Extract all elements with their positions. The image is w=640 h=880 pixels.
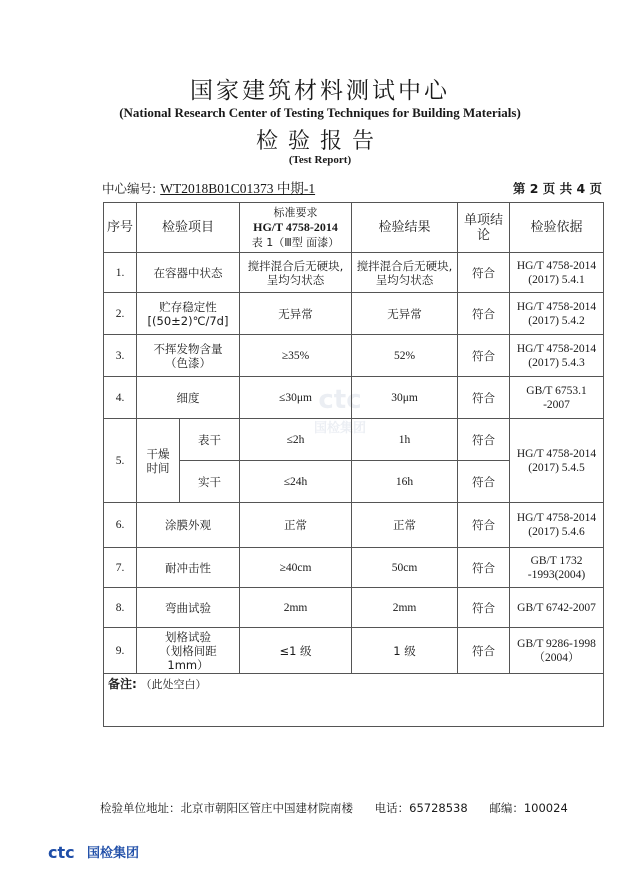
- row-no: 1.: [104, 253, 137, 293]
- row-basis: [510, 503, 604, 548]
- row-item: [137, 335, 240, 377]
- row-no: 9.: [104, 628, 137, 674]
- footer-address: 检验单位地址：北京市朝阳区管庄中国建材院南楼: [100, 801, 353, 815]
- center-number-value: WT2018B01C01373 中期-1: [160, 181, 316, 196]
- row-item-line: 细度: [176, 390, 200, 405]
- row-basis-line: HG/T 4758-2014: [516, 259, 597, 272]
- table-row: [104, 377, 604, 419]
- row-item-group: [137, 419, 180, 503]
- row-item-line: 1mm）: [167, 657, 209, 672]
- row-standard-line: 搅拌混合后无硬块,: [247, 258, 344, 273]
- row-standard-line: ≥35%: [281, 349, 310, 362]
- row-basis: [510, 377, 604, 419]
- row-result: [352, 377, 458, 419]
- row-conclusion: 符合: [458, 503, 510, 548]
- row-result: 16h: [352, 461, 458, 503]
- row-no: 7.: [104, 548, 137, 588]
- row-item-line: 弯曲试验: [165, 600, 211, 615]
- row-basis-line: -2007: [543, 398, 570, 411]
- center-number-label: 中心编号:: [102, 181, 157, 196]
- header-result: 检验结果: [352, 203, 458, 253]
- report-type-cn: 检验报告: [255, 129, 384, 154]
- row-conclusion: 符合: [458, 335, 510, 377]
- header-standard-line2: HG/T 4758-2014: [253, 220, 338, 234]
- row-item: [137, 548, 240, 588]
- row-result-line: 2mm: [392, 601, 417, 614]
- watermark-text: 国检集团: [313, 421, 367, 436]
- row-basis-line: GB/T 6753.1: [526, 384, 587, 397]
- row-item-group-line: 干燥: [146, 446, 170, 461]
- row-sub-item: 表干: [180, 419, 240, 461]
- row-basis-line: HG/T 4758-2014: [516, 512, 597, 524]
- row-basis-line: (2017) 5.4.1: [528, 273, 585, 286]
- row-standard-line: 正常: [284, 518, 308, 532]
- row-result-line: 正常: [393, 518, 417, 532]
- row-basis-line: （2004）: [533, 651, 580, 664]
- row-standard-line: ≥40cm: [279, 561, 312, 574]
- logo-text: 国检集团: [87, 846, 140, 861]
- header-item: 检验项目: [137, 203, 240, 253]
- remark-row: [104, 674, 604, 727]
- row-result-line: 呈均匀状态: [375, 272, 434, 287]
- row-item: [137, 293, 240, 335]
- row-basis: [510, 419, 604, 503]
- remark-cell: [104, 674, 604, 727]
- table-row: [104, 548, 604, 588]
- header-no: 序号: [104, 203, 137, 253]
- row-conclusion: 符合: [458, 588, 510, 628]
- row-result: [352, 628, 458, 674]
- row-conclusion: 符合: [458, 461, 510, 503]
- row-standard: [240, 628, 352, 674]
- report-type-en: (Test Report): [288, 154, 352, 166]
- row-conclusion: 符合: [458, 548, 510, 588]
- row-standard-line: 无异常: [278, 306, 313, 321]
- row-result: [352, 588, 458, 628]
- row-conclusion: 符合: [458, 293, 510, 335]
- row-result: [352, 253, 458, 293]
- test-report-table: [103, 202, 604, 727]
- table-row: [104, 335, 604, 377]
- row-item: [137, 503, 240, 548]
- row-item-line: 划格试验: [165, 629, 211, 644]
- table-row: [104, 503, 604, 548]
- row-conclusion: 符合: [458, 253, 510, 293]
- row-item: [137, 588, 240, 628]
- row-result-line: 30μm: [391, 391, 418, 404]
- row-basis-line: HG/T 4758-2014: [516, 342, 597, 355]
- header-standard: [240, 203, 352, 253]
- row-basis: [510, 548, 604, 588]
- row-result: [352, 503, 458, 548]
- header-basis: 检验依据: [510, 203, 604, 253]
- ctc-logo: [48, 842, 139, 861]
- row-standard-line: 呈均匀状态: [266, 272, 325, 287]
- row-basis: [510, 628, 604, 674]
- row-item-line: （划格间距: [159, 643, 217, 658]
- row-item-line: 不挥发物含量: [153, 341, 223, 356]
- row-result: [352, 548, 458, 588]
- row-no: 3.: [104, 335, 137, 377]
- ctc-logo-icon: [48, 843, 82, 861]
- row-standard: [240, 293, 352, 335]
- header-conclusion: 单项结论: [458, 203, 510, 253]
- row-item: [137, 377, 240, 419]
- table-row: [104, 628, 604, 674]
- report-title-en: (National Research Center of Testing Techniques for Building Materials): [119, 105, 521, 120]
- table-header-row: [104, 203, 604, 253]
- row-item-line: 贮存稳定性: [159, 299, 217, 314]
- row-result-line: 52%: [393, 349, 416, 362]
- row-standard: [240, 548, 352, 588]
- row-result: [352, 293, 458, 335]
- row-basis-line: (2017) 5.4.5: [528, 461, 585, 474]
- row-conclusion: 符合: [458, 377, 510, 419]
- row-basis-line: (2017) 5.4.3: [528, 356, 585, 369]
- row-result-line: 1 级: [393, 643, 416, 658]
- row-result: [352, 335, 458, 377]
- row-basis: [510, 335, 604, 377]
- remark-label: 备注:: [108, 677, 137, 691]
- row-conclusion: 符合: [458, 419, 510, 461]
- row-item-line: 涂膜外观: [165, 518, 211, 532]
- row-basis-line: HG/T 4758-2014: [516, 300, 597, 313]
- table-row: [104, 588, 604, 628]
- center-number: [102, 177, 315, 197]
- row-basis-line: GB/T 6742-2007: [517, 601, 596, 614]
- table-row: [104, 293, 604, 335]
- row-item-line: （色漆）: [165, 355, 211, 370]
- header-standard-line1: 标准要求: [273, 206, 318, 219]
- row-no: 2.: [104, 293, 137, 335]
- row-basis: [510, 588, 604, 628]
- row-standard: [240, 335, 352, 377]
- row-basis: [510, 293, 604, 335]
- row-conclusion: 符合: [458, 628, 510, 674]
- row-no: 5.: [104, 419, 137, 503]
- row-standard: [240, 377, 352, 419]
- row-no: 4.: [104, 377, 137, 419]
- row-standard-line: ≤30μm: [279, 391, 312, 404]
- row-standard-line: 2mm: [283, 601, 308, 614]
- row-basis: [510, 253, 604, 293]
- row-basis-line: GB/T 1732: [530, 554, 583, 567]
- row-item-line: [(50±2)℃/7d]: [147, 313, 229, 328]
- footer-contact: [100, 800, 586, 816]
- row-basis-line: (2017) 5.4.6: [528, 526, 585, 538]
- row-standard: [240, 503, 352, 548]
- watermark-mark: ctc: [318, 385, 362, 415]
- row-result-line: 无异常: [387, 306, 422, 321]
- row-standard: ≤2h: [240, 419, 352, 461]
- report-title-cn: 国家建筑材料测试中心: [190, 78, 450, 104]
- remark-text: （此处空白）: [140, 678, 207, 691]
- row-item-line: 耐冲击性: [165, 560, 211, 575]
- footer-phone: 电话：65728538: [374, 801, 468, 815]
- row-standard-line: ≤1 级: [279, 643, 312, 658]
- row-no: 8.: [104, 588, 137, 628]
- row-standard: ≤24h: [240, 461, 352, 503]
- row-item: [137, 253, 240, 293]
- row-standard: [240, 588, 352, 628]
- row-basis-line: -1993(2004): [527, 568, 586, 581]
- row-item-line: 在容器中状态: [153, 265, 223, 280]
- logo-mark: ctc: [48, 842, 75, 861]
- table-row: [104, 419, 604, 461]
- row-item-group-line: 时间: [146, 460, 170, 475]
- footer-postcode: 邮编：100024: [489, 801, 568, 815]
- row-sub-item: 实干: [180, 461, 240, 503]
- table-row: [104, 253, 604, 293]
- page-info: 第 2 页 共 4 页: [512, 181, 602, 196]
- header-standard-line3: 表 1（Ⅲ型 面漆）: [251, 236, 340, 249]
- row-no: 6.: [104, 503, 137, 548]
- row-result: 1h: [352, 419, 458, 461]
- row-standard: [240, 253, 352, 293]
- row-result-line: 搅拌混合后无硬块,: [356, 258, 453, 273]
- row-basis-line: GB/T 9286-1998: [517, 637, 596, 650]
- row-basis-line: (2017) 5.4.2: [528, 314, 585, 327]
- row-basis-line: HG/T 4758-2014: [516, 447, 597, 460]
- row-item: [137, 628, 240, 674]
- row-result-line: 50cm: [391, 561, 418, 574]
